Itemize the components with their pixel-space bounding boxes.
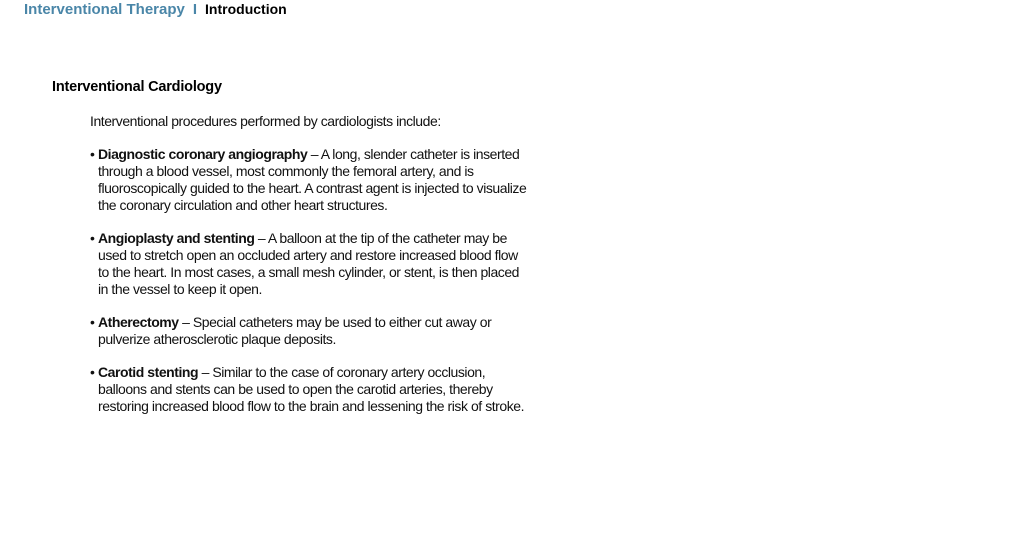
- procedure-description: – A long, slender catheter is inserted through a blood vessel, most commonly the femoral artery, and is fluoroscopically guided to the heart. A contrast agent is injected to visualize the coronary circulation and other heart structures.: [98, 146, 527, 213]
- slide-header: [24, 0, 287, 19]
- list-item: [90, 230, 530, 298]
- slide-title: Interventional Cardiology: [52, 79, 222, 95]
- bullet-icon: •: [90, 364, 95, 380]
- header-subsection-title: Introduction: [205, 1, 287, 17]
- procedure-list: [90, 146, 530, 415]
- header-divider: I: [192, 1, 198, 18]
- procedure-description: – A balloon at the tip of the catheter may be used to stretch open an occluded artery and restore increased blood flow to the heart. In most cases, a small mesh cylinder, or stent, is then placed in the vessel to keep it open.: [98, 230, 520, 297]
- bullet-icon: •: [90, 230, 95, 246]
- procedure-description: – Similar to the case of coronary artery occlusion, balloons and stents can be used to open the carotid arteries, thereby restoring increased blood flow to the brain and lessening the risk of stroke.: [98, 364, 525, 414]
- slide-body: [90, 113, 530, 431]
- intro-text: Interventional procedures performed by cardiologists include:: [90, 113, 441, 129]
- procedure-term: Carotid stenting: [98, 364, 199, 380]
- list-item: [90, 364, 530, 415]
- procedure-term: Atherectomy: [98, 314, 179, 330]
- list-item: [90, 146, 530, 214]
- procedure-term: Angioplasty and stenting: [98, 230, 255, 246]
- header-section-title: Interventional Therapy: [24, 1, 185, 18]
- bullet-icon: •: [90, 146, 95, 162]
- list-item: [90, 314, 530, 348]
- bullet-icon: •: [90, 314, 95, 330]
- procedure-description: – Special catheters may be used to either cut away or pulverize atherosclerotic plaque deposits.: [98, 314, 492, 347]
- procedure-term: Diagnostic coronary angiography: [98, 146, 308, 162]
